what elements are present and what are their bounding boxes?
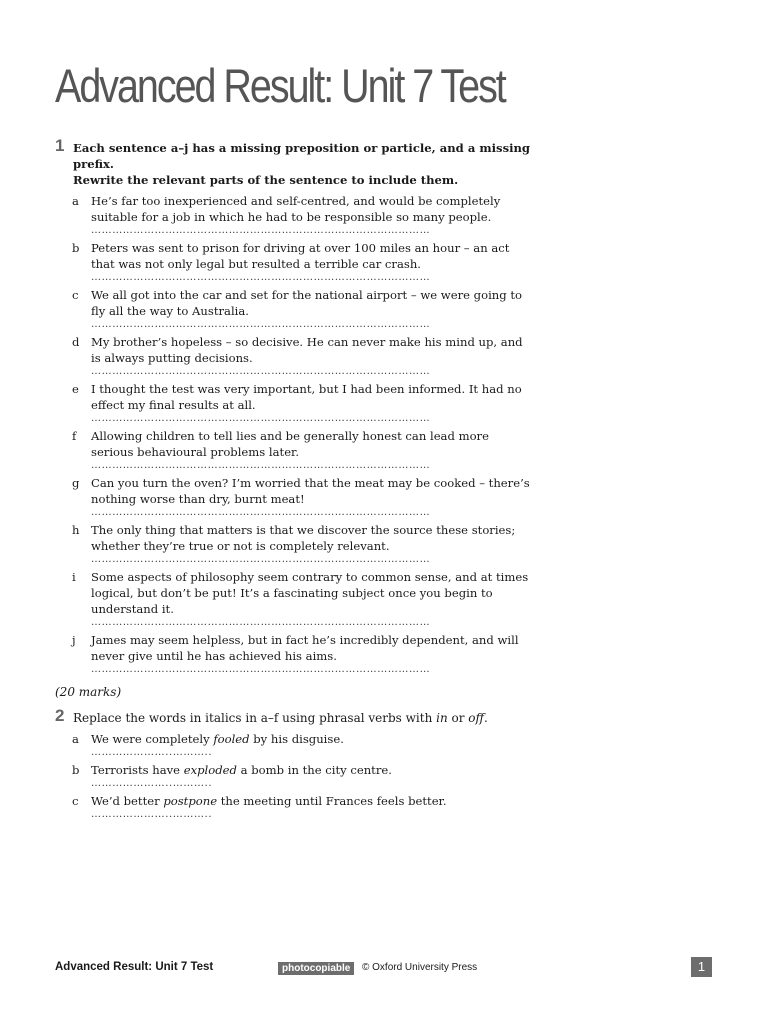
list-item: c We’d better postpone the meeting until Frances feels better. …………………..……….. [55,793,535,824]
answer-line: …………………………………………………………………………………… [91,554,431,565]
list-item [55,334,535,381]
item-text: I thought the test was very important, but I had been informed. It had no effect my final results at all. [91,382,522,412]
italic-word: exploded [183,763,237,777]
answer-line: …………………………………………………………………………………… [91,366,431,377]
copyright-text: © Oxford University Press [362,962,478,973]
item-letter: a [72,732,79,746]
item-text: Allowing children to tell lies and be generally honest can lead more serious behavioural problems later. [91,429,489,459]
item-text: He’s far too inexperienced and self-centred, and would be completely suitable for a job in which he had to be responsible so many people. [91,194,501,224]
list-item [55,632,535,679]
item-text: Peters was sent to prison for driving at over 100 miles an hour – an act that was not only legal but resulted a terrible car crash. [91,241,510,271]
item-letter: b [72,763,80,777]
item-text: The only thing that matters is that we discover the source these stories; whether they’re true or not is completely relevant. [91,523,516,553]
answer-line: …………………..……….. [91,778,213,789]
answer-line: …………………………………………………………………………………… [91,272,431,283]
answer-line: …………………..……….. [91,747,213,758]
question-instruction: Replace the words in italics in a–f using phrasal verbs with in or off. [73,711,488,725]
list-item [55,193,535,240]
answer-line: …………………………………………………………………………………… [91,319,431,330]
page-title: Advanced Result: Unit 7 Test [55,59,505,112]
question-instruction: Each sentence a–j has a missing preposition or particle, and a missing prefix. Rewrite the relevant parts of the sentence to include them. [73,141,531,187]
italic-word: postpone [163,794,218,808]
question-number: 2 [55,706,65,725]
item-text: My brother’s hopeless – so decisive. He can never make his mind up, and is always putting decisions. [91,335,523,365]
question-2-items [55,731,535,824]
item-text: We all got into the car and set for the national airport – we were going to fly all the way to Australia. [91,288,522,318]
answer-line: …………………………………………………………………………………… [91,617,431,628]
item-letter: g [72,476,80,490]
list-item [55,240,535,287]
item-text: Can you turn the oven? I’m worried that the meat may be cooked – there’s nothing worse than dry, burnt meat! [91,476,530,506]
footer-title: Advanced Result: Unit 7 Test [55,961,214,973]
list-item: b Terrorists have exploded a bomb in the city centre. …………………..……….. [55,762,535,793]
item-text: James may seem helpless, but in fact he’s incredibly dependent, and will never give until he has achieved his aims. [91,633,519,663]
list-item [55,569,535,632]
question-1 [55,136,535,699]
item-letter: c [72,288,79,302]
list-item [55,287,535,334]
answer-line: …………………………………………………………………………………… [91,507,431,518]
item-letter: b [72,241,80,255]
item-letter: j [72,633,76,647]
item-letter: a [72,194,79,208]
item-letter: c [72,794,79,808]
item-text: Some aspects of philosophy seem contrary to common sense, and at times logical, but don’t be put! It’s a fascinating subject once you begin to understand it. [91,570,529,616]
list-item [55,475,535,522]
question-2 [55,706,535,824]
answer-line: …………………………………………………………………………………… [91,664,431,675]
question-number: 1 [55,136,65,155]
italic-word: fooled [213,732,250,746]
page-footer [55,960,712,980]
item-letter: f [72,429,77,443]
item-letter: i [72,570,76,584]
photocopiable-badge: photocopiable [278,962,354,975]
list-item [55,428,535,475]
page-number: 1 [691,957,712,977]
list-item [55,381,535,428]
answer-line: …………………………………………………………………………………… [91,225,431,236]
list-item [55,522,535,569]
item-letter: e [72,382,79,396]
item-letter: d [72,335,80,349]
answer-line: …………………..……….. [91,809,213,820]
list-item: a We were completely fooled by his disguise. …………………..……….. [55,731,535,762]
answer-line: …………………………………………………………………………………… [91,413,431,424]
question-1-items [55,193,535,679]
marks-label: (20 marks) [55,685,122,699]
answer-line: …………………………………………………………………………………… [91,460,431,471]
item-letter: h [72,523,80,537]
